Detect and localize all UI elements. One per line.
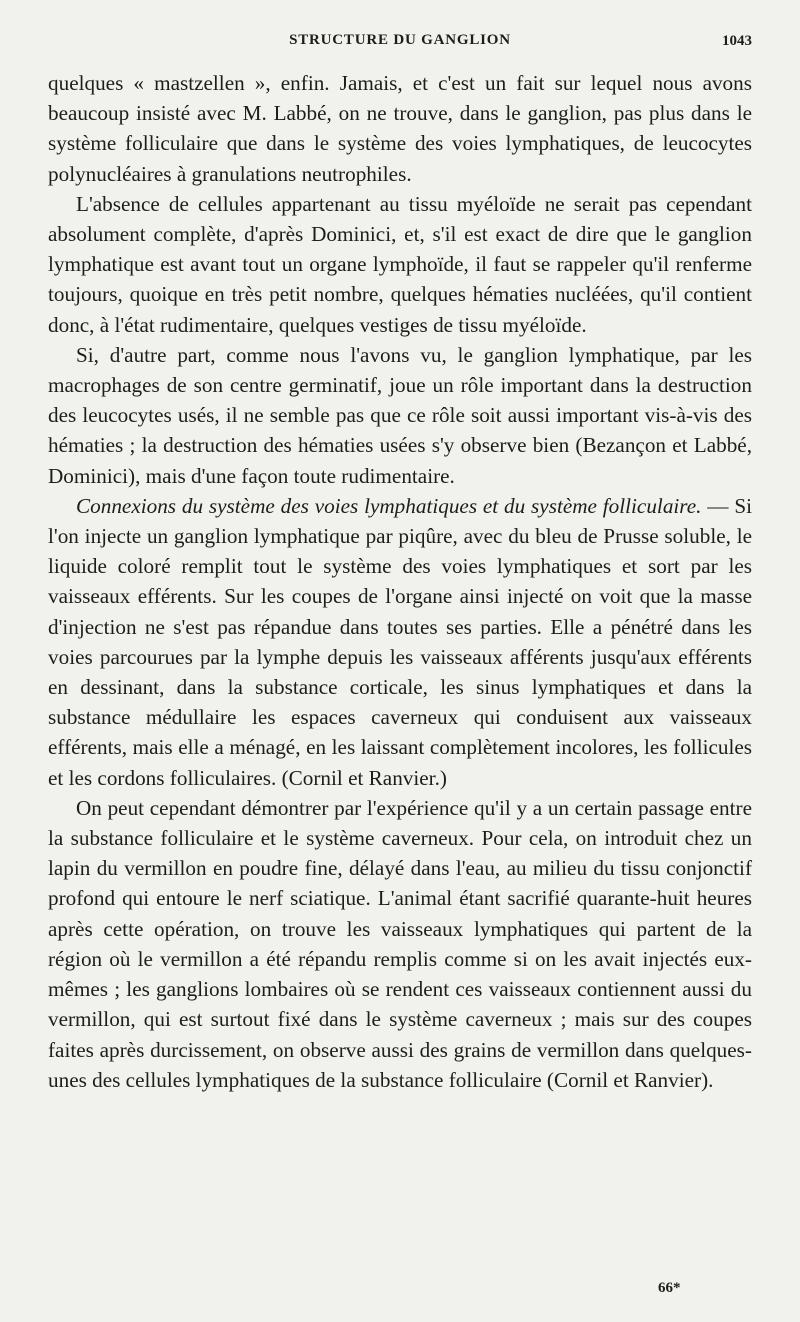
paragraph-connexions-text: — Si l'on injecte un ganglion lymphatique par piqûre, avec du bleu de Prusse soluble, le liquide coloré remplit tout le système des voies lymphatiques et sort par les vaisseaux efférents. Sur les coupes de l'organe ainsi injecté on voit que la masse d'injection ne s'est pas répandue dans toutes ses parties. Elle a pénétré dans les voies parcourues par la lymphe depuis les vaisseaux afférents jusqu'aux efférents en dessinant, dans la substance corticale, les sinus lymphatiques et dans la substance médullaire les espaces caverneux qui conduisent aux vaisseaux efférents, mais elle a ménagé, en les laissant complètement incolores, les follicules et les cordons folliculaires. (Cornil et Ranvier.)	[48, 493, 752, 790]
page-header	[48, 32, 752, 56]
body-text	[48, 68, 752, 1095]
paragraph-myeloid: L'absence de cellules appartenant au tissu myéloïde ne serait pas cependant absolument complète, d'après Dominici, et, s'il est exact de dire que le ganglion lymphatique est avant tout un organe lymphoïde, il faut se rappeler qu'il renferme toujours, quoique en très petit nombre, quelques hématies nucléées, qu'il contient donc, à l'état rudimentaire, quelques vestiges de tissu myéloïde.	[48, 191, 752, 337]
paragraph-continued: quelques « mastzellen », enfin. Jamais, et c'est un fait sur lequel nous avons beaucoup insisté avec M. Labbé, on ne trouve, dans le ganglion, pas plus dans le système folliculaire que dans le système des voies lymphatiques, de leucocytes polynucléaires à granulations neutrophiles.	[48, 71, 752, 186]
paragraph-hematies: Si, d'autre part, comme nous l'avons vu, le ganglion lymphatique, par les macrophages de son centre germinatif, joue un rôle important dans la destruction des leucocytes usés, il ne semble pas que ce rôle soit aussi important vis-à-vis des hématies ; la destruction des hématies usées s'y observe bien (Bezançon et Labbé, Dominici), mais d'une façon toute rudimentaire.	[48, 342, 752, 488]
page-number: 1043	[722, 33, 752, 49]
paragraph-connexions	[48, 491, 752, 793]
section-heading-italic: Connexions du système des voies lymphatiques et du système folliculaire.	[76, 493, 702, 518]
signature-mark: 66*	[658, 1280, 681, 1296]
running-title: STRUCTURE DU GANGLION	[289, 32, 511, 48]
paragraph-experience: On peut cependant démontrer par l'expérience qu'il y a un certain passage entre la substance folliculaire et le système caverneux. Pour cela, on introduit chez un lapin du vermillon en poudre fine, délayé dans l'eau, au milieu du tissu conjonctif profond qui entoure le nerf sciatique. L'animal étant sacrifié quarante-huit heures après cette opération, on trouve les vaisseaux lymphatiques qui partent de la région où le vermillon a été répandu remplis comme si on les avait injectés eux-mêmes ; les ganglions lombaires où se rendent ces vaisseaux contiennent aussi du vermillon, qui est surtout fixé dans le système caverneux ; mais sur des coupes faites après durcissement, on observe aussi des grains de vermillon dans quelques-unes des cellules lymphatiques de la substance folliculaire (Cornil et Ranvier).	[48, 795, 752, 1092]
